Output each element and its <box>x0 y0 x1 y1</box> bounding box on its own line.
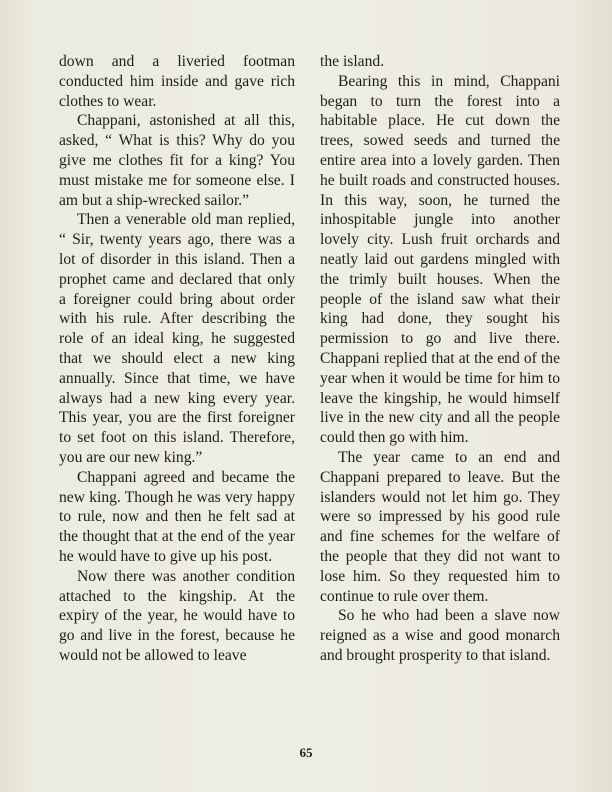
paragraph: Chappani agreed and became the new king. Though he was very happy to rule, now and then he felt sad at the thought that at the end of the year he would have to give up his post. <box>59 468 295 565</box>
paragraph: So he who had been a slave now reigned as a wise and good monarch and brought prosperity to that island. <box>320 607 560 664</box>
paragraph: Bearing this in mind, Chappani began to turn the forest into a habitable place. He cut down the trees, sowed seeds and turned the entire area into a lovely garden. Then he built roads and constructed houses. In this way, soon, he turned the inhospitable jungle into another lovely city. Lush fruit orchards and neatly laid out gardens mingled with the trimly built houses. When the people of the island saw what their king had done, they sought his permission to go and live there. Chappani replied that at the end of the year when it would be time for him to leave the kingship, he would himself live in the new city and all the people could then go with him. <box>320 72 560 447</box>
paragraph: Now there was another condition attached to the kingship. At the expiry of the year, he would have to go and live in the forest, because he would not be allowed to leave <box>59 567 295 664</box>
paragraph: down and a liveried footman conducted him inside and gave rich clothes to wear. <box>59 53 295 110</box>
paragraph: Chappani, astonished at all this, asked, “ What is this? Why do you give me clothes fit for a king? You must mistake me for someone else. I am but a ship-wrecked sailor.” <box>59 112 295 209</box>
page-number: 65 <box>299 745 313 760</box>
right-column <box>320 52 560 666</box>
paragraph: The year came to an end and Chappani prepared to leave. But the islanders would not let him go. They were so impressed by his good rule and fine schemes for the welfare of the people that they did not want to lose him. So they requested him to continue to rule over them. <box>320 448 560 605</box>
left-column <box>59 52 295 666</box>
paragraph: Then a venerable old man replied, “ Sir, twenty years ago, there was a lot of disorder in this island. Then a prophet came and declared that only a foreigner could bring about order with his rule. After describing the role of an ideal king, he suggested that we should elect a new king annually. Since that time, we have always had a new king every year. This year, you are the first foreigner to set foot on this island. Therefore, you are our new king.” <box>59 211 295 466</box>
paragraph: the island. <box>320 53 385 70</box>
